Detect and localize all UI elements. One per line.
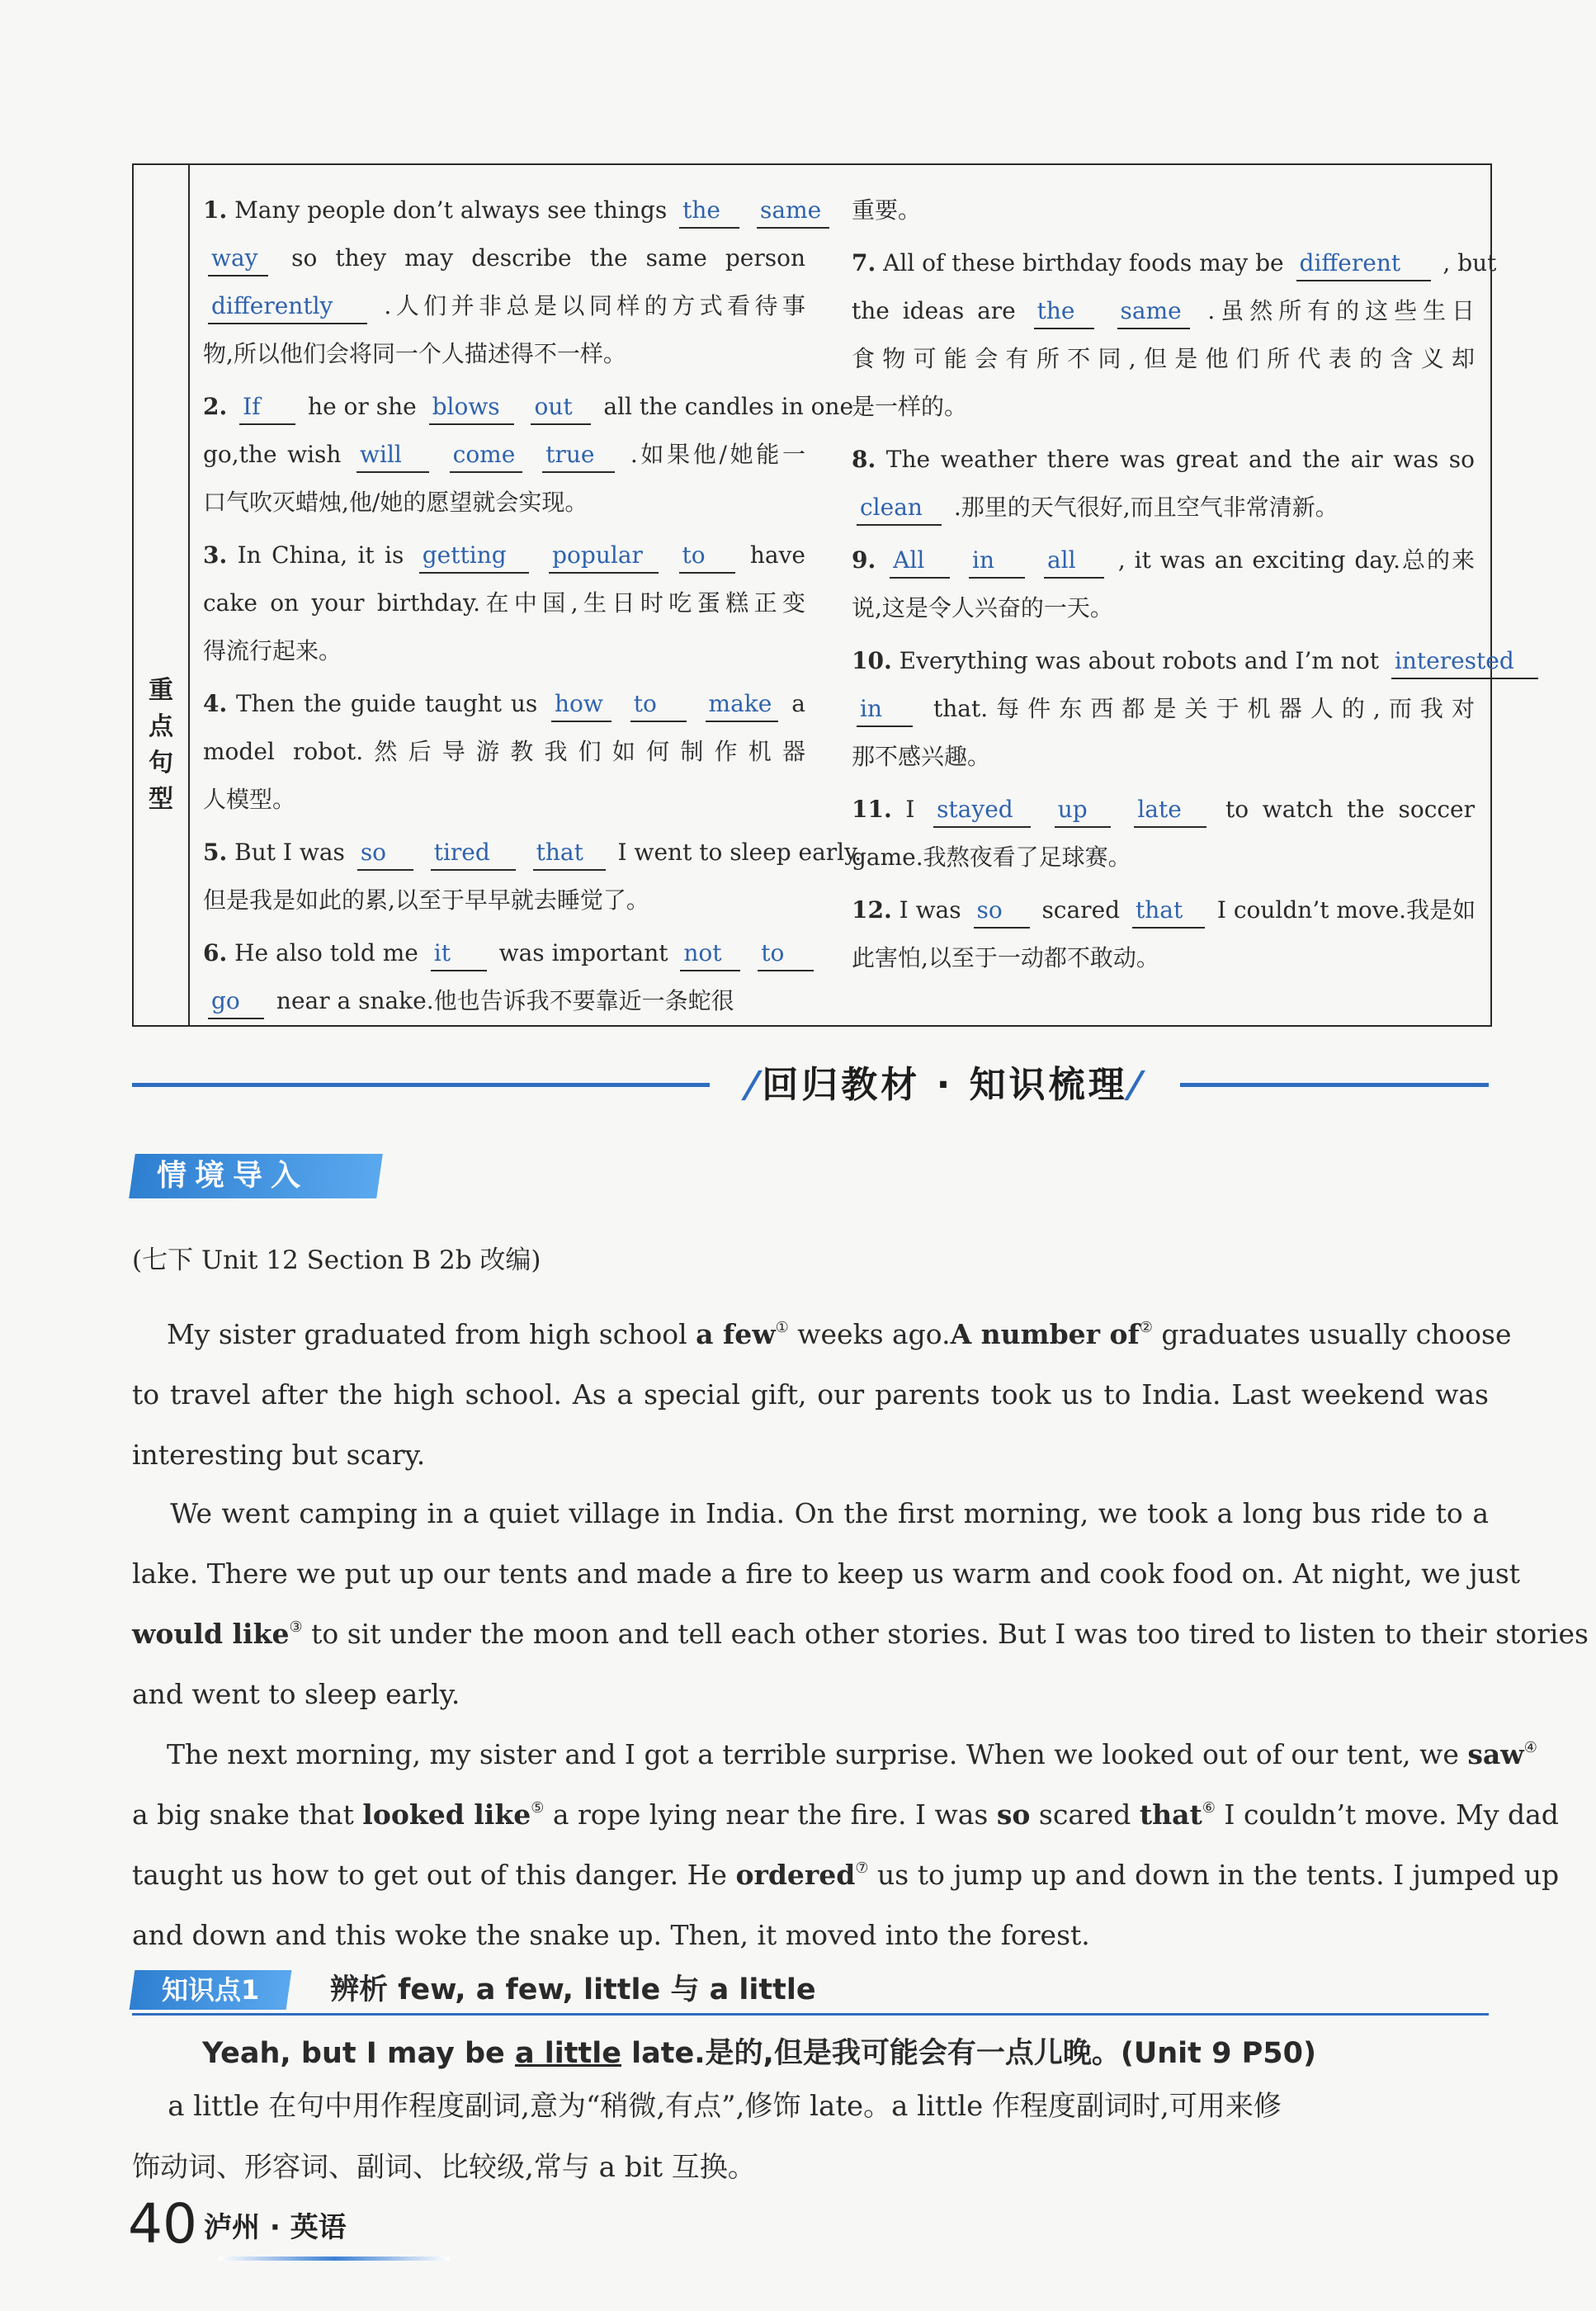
item-number: 3. (203, 541, 228, 569)
sentence-text: Many people don’t always see things (234, 196, 668, 224)
answer-blank: out (531, 390, 591, 425)
story-text: scared (1030, 1798, 1140, 1831)
answer-blank: If (239, 390, 295, 425)
sentence-text: 口气吹灭蜡烛,他/她的愿望就会实现。 (203, 489, 588, 516)
story-text: and down and this woke the snake up. Then, it moved into the forest. (132, 1919, 1090, 1951)
explanation-line: a little 在句中用作程度副词,意为“稍微,有点”,修饰 late。a little 作程度副词时,可用来修 (132, 2090, 1282, 2123)
sentence-text: he or she (308, 393, 417, 420)
story-line (132, 1664, 1489, 1724)
key-sentence-line (203, 627, 805, 675)
sentence-text: .人们并非总是以同样的方式看待事 (384, 292, 805, 319)
sentence-text: 食物可能会有所不同,但是他们所代表的含义却 (852, 345, 1475, 372)
key-sentence-line (852, 834, 1475, 881)
key-sentence-line (203, 929, 805, 977)
example-underlined: a little (514, 2037, 621, 2070)
answer-blank: way (208, 242, 268, 276)
story-text: taught us how to get out of this danger. He (132, 1859, 736, 1891)
sentence-text: .那里的天气很好,而且空气非常清新。 (953, 494, 1339, 521)
answer-blank: blows (429, 390, 514, 425)
answer-blank: tired (431, 836, 516, 871)
answer-blank: differently (208, 290, 367, 324)
sentence-text: go,the wish (203, 441, 342, 468)
sentence-text: I (905, 796, 915, 823)
sentence-text: But I was (234, 839, 345, 866)
key-sentence-line (203, 728, 805, 776)
key-sentence-line (852, 335, 1475, 383)
key-sentence-item (203, 680, 805, 824)
item-number: 4. (203, 690, 228, 717)
sentence-text: He also told me (234, 939, 418, 966)
answer-blank: true (542, 438, 615, 473)
answer-blank: not (680, 937, 740, 971)
key-phrase: a few (696, 1318, 776, 1350)
sentence-text: , but (1443, 249, 1497, 276)
sentence-text: 得流行起来。 (203, 637, 342, 664)
sentence-text: Everything was about robots and I’m not (899, 647, 1379, 674)
story-line (132, 1604, 1589, 1664)
sentence-text: 是一样的。 (852, 393, 968, 420)
footnote-marker: ① (775, 1319, 789, 1336)
story-text: graduates usually choose (1152, 1318, 1512, 1350)
key-sentence-line (203, 680, 805, 728)
answer-blank: so (357, 836, 413, 871)
sentence-text: Then the guide taught us (236, 690, 538, 717)
key-sentence-line (852, 637, 1514, 685)
key-sentence-line (852, 934, 1475, 982)
story-line (132, 1304, 1512, 1364)
story-text: My sister graduated from high school (132, 1318, 696, 1350)
side-label-char: 句 (149, 749, 173, 777)
sentence-text: scared (1041, 896, 1121, 924)
story-line (132, 1845, 1560, 1905)
answer-blank: to (758, 937, 814, 971)
story-line (132, 1784, 1559, 1845)
sentence-text: 说,这是令人兴奋的一天。 (852, 594, 1113, 621)
heading-rule-right (1180, 1083, 1489, 1087)
story-text: a big snake that (132, 1798, 363, 1831)
story-paragraph (132, 1483, 1589, 1724)
sentence-text: All of these birthday foods may be (883, 249, 1284, 276)
key-sentence-line (203, 829, 862, 877)
key-phrase: would like (132, 1618, 290, 1650)
side-label-char: 点 (149, 712, 173, 741)
answer-blank: All (890, 544, 950, 579)
answer-blank: go (208, 985, 264, 1019)
key-sentence-item (203, 929, 805, 1025)
key-sentence-line (852, 239, 1497, 287)
key-sentence-line (203, 282, 805, 330)
answer-blank: clean (857, 491, 942, 526)
item-number: 11. (852, 796, 892, 823)
answer-blank: come (450, 438, 522, 473)
sentence-text: to watch the soccer (1225, 796, 1476, 823)
sentence-text: 那不感兴趣。 (852, 743, 991, 770)
story-text: a rope lying near the fire. I was (544, 1798, 997, 1831)
sentence-text: I couldn’t move.我是如 (1216, 896, 1476, 924)
sentence-text: I went to sleep early. (617, 839, 862, 866)
key-phrase: that (1139, 1798, 1202, 1831)
knowledge-point-header (132, 1970, 1489, 2016)
answer-blank: so (974, 894, 1030, 929)
story-paragraph (132, 1304, 1512, 1485)
answer-blank: that (1132, 894, 1205, 929)
answer-blank: make (706, 688, 778, 722)
story-text: us to jump up and down in the tents. I jumped up (868, 1859, 1560, 1891)
sentence-text: model robot.然后导游教我们如何制作机器 (203, 738, 805, 765)
explanation (132, 2076, 1489, 2198)
sentence-text: was important (498, 939, 668, 966)
answer-blank: late (1134, 793, 1206, 828)
page-number: 40 (128, 2192, 197, 2256)
key-sentence-line (203, 532, 805, 579)
item-number: 6. (203, 939, 228, 966)
section-heading (132, 1065, 1489, 1106)
story-paragraph (132, 1724, 1560, 1965)
key-sentence-item (852, 239, 1497, 431)
key-sentence-line (203, 579, 805, 627)
key-sentence-line (852, 484, 1475, 532)
key-sentence-line (852, 436, 1475, 484)
answer-blank: to (679, 539, 735, 574)
footnote-marker: ⑤ (531, 1799, 545, 1817)
answer-blank: getting (419, 539, 529, 574)
key-phrase: looked like (362, 1798, 531, 1831)
story-line (132, 1724, 1537, 1784)
answer-blank: the (1034, 295, 1094, 329)
answer-blank: different (1296, 247, 1431, 281)
sentence-text: The weather there was great and the air was so (885, 446, 1476, 473)
key-sentence-line (852, 886, 1475, 934)
side-label-char: 型 (149, 785, 173, 814)
item-number: 10. (852, 647, 892, 674)
key-sentence-line (852, 733, 1475, 781)
key-sentence-item (203, 532, 805, 675)
key-sentence-line (203, 330, 805, 378)
item-number: 8. (852, 446, 876, 473)
key-sentence-line (852, 187, 1475, 234)
sentence-text: the ideas are (852, 297, 1016, 324)
key-sentence-line (852, 536, 1475, 584)
sentence-text: so they may describe the same person (291, 244, 806, 272)
key-sentence-item (852, 637, 1514, 781)
story-text: I couldn’t move. My dad (1215, 1798, 1559, 1831)
sentence-text: that.每件东西都是关于机器人的,而我对 (933, 695, 1475, 722)
answer-blank: that (533, 836, 606, 871)
heading-rule-left (132, 1083, 710, 1087)
story-line (132, 1905, 1489, 1965)
sentence-text: 人模型。 (203, 786, 296, 813)
answer-blank: it (431, 937, 487, 971)
answer-blank: to (630, 688, 687, 722)
story-text: interesting but scary. (132, 1439, 426, 1471)
item-number: 2. (203, 393, 228, 420)
sentence-text: 物,所以他们会将同一个人描述得不一样。 (203, 340, 626, 367)
sentence-text: I was (899, 896, 961, 924)
key-sentence-line (852, 685, 1475, 733)
story-text: to travel after the high school. As a special gift, our parents took us to India. Last weekend was (132, 1378, 1489, 1411)
key-sentences-sidebar (134, 165, 190, 1025)
key-sentences-label (134, 673, 188, 818)
page-footer (128, 2192, 347, 2256)
key-sentence-item (852, 187, 1475, 234)
item-number: 5. (203, 839, 228, 866)
answer-blank: in (969, 544, 1025, 579)
sentence-text: 但是我是如此的累,以至于早早就去睡觉了。 (203, 886, 649, 914)
item-number: 9. (852, 546, 876, 574)
key-sentence-line (203, 383, 854, 431)
answer-blank: in (857, 692, 913, 727)
item-number: 1. (203, 196, 228, 224)
key-sentence-line (203, 234, 805, 282)
answer-blank: the (679, 194, 739, 229)
footnote-marker: ④ (1523, 1739, 1537, 1756)
sentence-text: In China, it is (237, 541, 404, 569)
sentence-text: have (749, 541, 805, 569)
example-sentence: Yeah, but I may be a little late.是的,但是我可能会有一点儿晚。(Unit 9 P50) (202, 2037, 1316, 2070)
answer-blank: interested (1391, 645, 1538, 679)
answer-blank: all (1044, 544, 1104, 579)
story-text: We went camping in a quiet village in India. On the first morning, we took a long bus ride to a (132, 1497, 1489, 1529)
story-text: The next morning, my sister and I got a terrible surprise. When we looked out of our tent, we (132, 1738, 1468, 1770)
key-sentence-line (852, 287, 1475, 335)
key-sentence-line (203, 431, 805, 479)
sentence-text: , it was an exciting day.总的来 (1117, 546, 1475, 574)
answer-blank: same (1117, 295, 1190, 329)
situation-tag: 情境导入 (129, 1154, 383, 1198)
answer-blank: will (357, 438, 429, 473)
key-sentence-line (203, 187, 822, 234)
answer-blank: up (1055, 793, 1111, 828)
footnote-marker: ⑥ (1202, 1799, 1216, 1817)
sentence-text: 重要。 (852, 196, 922, 224)
item-number: 7. (852, 249, 876, 276)
sentence-text: .如果他/她能一 (630, 441, 805, 468)
key-sentence-line (203, 479, 805, 527)
key-phrase: ordered (735, 1859, 856, 1891)
key-phrase: so (996, 1798, 1031, 1831)
sentence-text: all the candles in one (603, 393, 854, 420)
key-sentence-line (852, 786, 1475, 834)
side-label-char: 重 (149, 676, 173, 705)
key-sentence-line (203, 877, 805, 924)
answer-blank: popular (549, 539, 659, 574)
sentence-text: a (791, 690, 805, 717)
story-line (132, 1425, 1489, 1485)
footnote-marker: ③ (289, 1619, 303, 1636)
key-phrase: saw (1467, 1738, 1524, 1770)
key-sentence-item (852, 886, 1475, 982)
story-line (132, 1543, 1521, 1604)
section-title: /回归教材 · 知识梳理/ (710, 1065, 1180, 1106)
footnote-marker: ⑦ (855, 1860, 869, 1877)
story-text: to sit under the moon and tell each other stories. But I was too tired to listen to their stories (302, 1618, 1589, 1650)
story-text: lake. There we put up our tents and made a fire to keep us warm and cook food on. At night, we just (132, 1557, 1521, 1590)
item-number: 12. (852, 896, 892, 924)
sentence-text: .虽然所有的这些生日 (1207, 297, 1476, 324)
key-sentence-item (203, 187, 822, 378)
knowledge-point-title: 辨析 few, a few, little 与 a little (330, 1973, 816, 2006)
key-sentence-item (852, 436, 1475, 532)
key-sentence-line (203, 776, 805, 824)
story-text: and went to sleep early. (132, 1678, 460, 1710)
knowledge-point-tag: 知识点1 (130, 1970, 292, 2010)
story-line (132, 1483, 1489, 1543)
key-sentence-item (203, 829, 862, 924)
passage-source: (七下 Unit 12 Section B 2b 改编) (132, 1245, 541, 1275)
key-sentence-item (852, 536, 1475, 632)
answer-blank: stayed (933, 793, 1031, 828)
sentence-text: 此害怕,以至于一动都不敢动。 (852, 944, 1159, 971)
key-sentence-line (852, 584, 1475, 632)
sentence-text: game.我熬夜看了足球赛。 (852, 844, 1131, 871)
footnote-marker: ② (1139, 1319, 1153, 1336)
sentence-text: cake on your birthday.在中国,生日时吃蛋糕正变 (203, 589, 805, 617)
footer-text: 泸州 · 英语 (203, 2210, 347, 2244)
explanation-line: 饰动词、形容词、副词、比较级,常与 a bit 互换。 (132, 2151, 756, 2184)
key-sentence-item (203, 383, 854, 527)
key-sentence-line (852, 383, 1475, 431)
key-sentence-item (852, 786, 1475, 881)
answer-blank: how (551, 688, 611, 722)
story-text: weeks ago. (788, 1318, 951, 1350)
key-phrase: A number of (950, 1318, 1140, 1350)
sentence-text: near a snake.他也告诉我不要靠近一条蛇很 (276, 987, 734, 1014)
story-line (132, 1364, 1489, 1425)
footer-decoration (219, 2257, 450, 2261)
answer-blank: same (757, 194, 829, 229)
key-sentence-line (203, 977, 805, 1025)
key-sentences-box (132, 163, 1514, 1027)
